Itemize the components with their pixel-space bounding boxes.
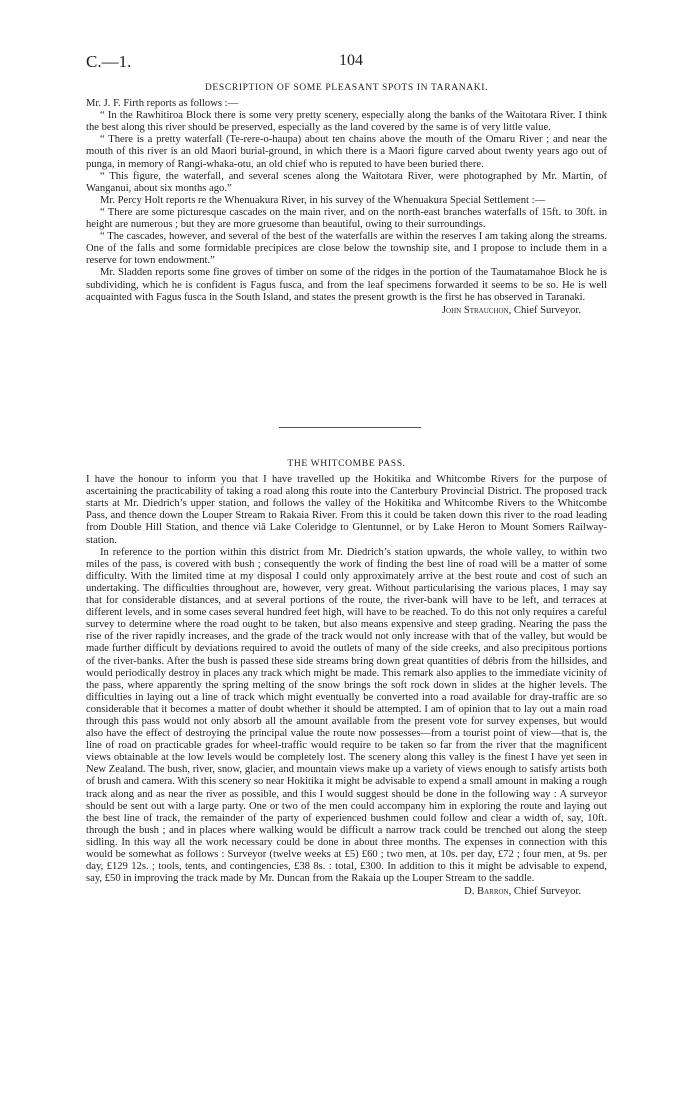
paragraph: Mr. Percy Holt reports re the Whenuakura River, in his survey of the Whenuakura Special Settlement :— bbox=[100, 194, 546, 206]
paragraph: “ This figure, the waterfall, and several scenes along the Waitotara River, were photographed by Mr. Martin, of Wanganui, about six months ago.” bbox=[86, 170, 607, 194]
paragraph: “ There is a pretty waterfall (Te-rere-o-haupa) about ten chains above the mouth of the Omaru River ; and near the mouth of this river is an old Maori burial-ground, in which there is a Maori figure carved about twenty years ago out of punga, in memory of Rangi-whaka-otu, an old chief who is reputed to have been buried there. bbox=[86, 134, 607, 170]
section-title-whitcombe: THE WHITCOMBE PASS. bbox=[287, 458, 406, 469]
signature bbox=[86, 305, 607, 317]
signature-title: , Chief Surveyor. bbox=[508, 304, 581, 316]
page-header bbox=[86, 52, 616, 74]
page-number: 104 bbox=[339, 52, 363, 69]
paragraph: In reference to the portion within this district from Mr. Diedrich’s station upwards, the whole valley, to within two miles of the pass, is covered with bush ; consequently the work of finding the best line of road will be a matter of some difficulty. With the limited time at my disposal I could only approximately arrive at the best route and cost of such an undertaking. The difficulties throughout are, however, very great. Without particularising the various places, I may say that for considerable distances, and at several portions of the route, the river-bank will have to be left, and terraces at different levels, and in some cases several hundred feet high, will have to be reached. To do this not only requires a careful survey to determine where the road ought to be taken, but also means expensive and steep grading. Nearing the pass the rise of the river rapidly increases, and the grade of the track would not only increase with that of the valley, but would be made further difficult by deviations required to avoid the outlets of many of the side creeks, and also precipitous portions of the river-banks. After the bush is passed these side streams bring down great quantities of débris from the hillsides, and would periodically destroy in places any track which might be made. This remark also applies to the immediate vicinity of the pass, where apparently the spring melting of the snow brings the soft rock down in slides at the higher levels. The difficulties in laying out a line of track which might eventually be converted into a road available for dray-traffic are so considerable that it becomes a matter of doubt whether it should be attempted. I am of opinion that to lay out a main road through this pass would not only absorb all the amount available from the present vote for survey expenses, but would also have the effect of destroying the principal value the route now possesses—from a tourist point of view—that is, the line of road on practicable grades for wheel-traffic would require to be taken so far from the river that the magnificent views obtainable at the low levels would be completely lost. The scenery along this valley is the finest I have yet seen in New Zealand. The bush, river, snow, glacier, and mountain views make up a variety of views enough to satisfy artists both of brush and camera. With this scenery so near Hokitika it might be advisable to expend a small amount in making a rough track along and as near the river as possible, and this I would suggest should be done in the following way : A surveyor should be sent out with a large party. One or two of the men could accompany him in exploring the route and laying out the best line of track, the remainder of the party of experienced bushmen could follow and clear a width of, say, 10ft. through the bush ; and in places where walking would be difficult a narrow track could be trenched out along the steep sidling. In this way all the work necessary could be done in about three months. The expenses in connection with this would be somewhat as follows : Surveyor (twelve weeks at £5) £60 ; two men, at 10s. per day, £72 ; four men, at 9s. per day, £129 12s. ; tools, tents, and contingencies, £38 8s. : total, £300. In addition to this it might be advisable to expend, say, £50 in improving the track made by Mr. Duncan from the Rakaia up the Louper Stream to the saddle. bbox=[86, 546, 607, 885]
paragraph: “ In the Rawhitiroa Block there is some very pretty scenery, especially along the banks of the Waitotara River. I think the best along this river should be preserved, especially as the land covered by the same is of very little value. bbox=[86, 110, 607, 134]
signature-title: , Chief Surveyor. bbox=[508, 886, 581, 898]
section-whitcombe-pass bbox=[86, 458, 607, 898]
paragraph: Mr. J. F. Firth reports as follows :— bbox=[86, 98, 239, 110]
paragraph: “ The cascades, however, and several of the best of the waterfalls are within the reserves I am taking along the streams. One of the falls and some formidable precipices are close below the township site, and I propose to include them in a reserve for town endowment.” bbox=[86, 231, 607, 267]
page-reference: C.—1. bbox=[86, 52, 132, 71]
paragraph: “ There are some picturesque cascades on the main river, and on the north-east branches waterfalls of 15ft. to 30ft. in height are numerous ; but they are more gruesome than beautiful, owing to their surroundings. bbox=[86, 206, 607, 231]
paragraph: Mr. Sladden reports some fine groves of timber on some of the ridges in the portion of the Taumatamahoe Block he is subdividing, which he is confident is Fagus fusca, and from the leaf specimens forwarded it seems to be so. He is well acquainted with Fagus fusca in the South Island, and states the present growth is the first he has observed in Taranaki. bbox=[86, 267, 607, 303]
signature-name: John Strauchon bbox=[441, 304, 509, 316]
section-divider bbox=[279, 427, 421, 428]
section-taranaki bbox=[86, 82, 607, 317]
signature-name: D. Barron bbox=[464, 886, 509, 898]
paragraph: I have the honour to inform you that I have travelled up the Hokitika and Whitcombe Rivers for the purpose of ascertaining the practicability of taking a road along this route into the Canterbury Provincial District. The proposed track starts at Mr. Diedrich’s upper station, and follows the valley of the Hokitika and Whitcombe Rivers to the Whitcombe Pass, and thence down the Louper Stream to Rakaia River. From this it could be taken down this river to the road leading from Double Hill Station, and thence viâ Lake Coleridge to Glentunnel, or by Lake Heron to Mount Somers Railway-station. bbox=[86, 474, 607, 546]
signature bbox=[86, 886, 607, 898]
section-title-taranaki: DESCRIPTION OF SOME PLEASANT SPOTS IN TARANAKI. bbox=[204, 82, 489, 93]
